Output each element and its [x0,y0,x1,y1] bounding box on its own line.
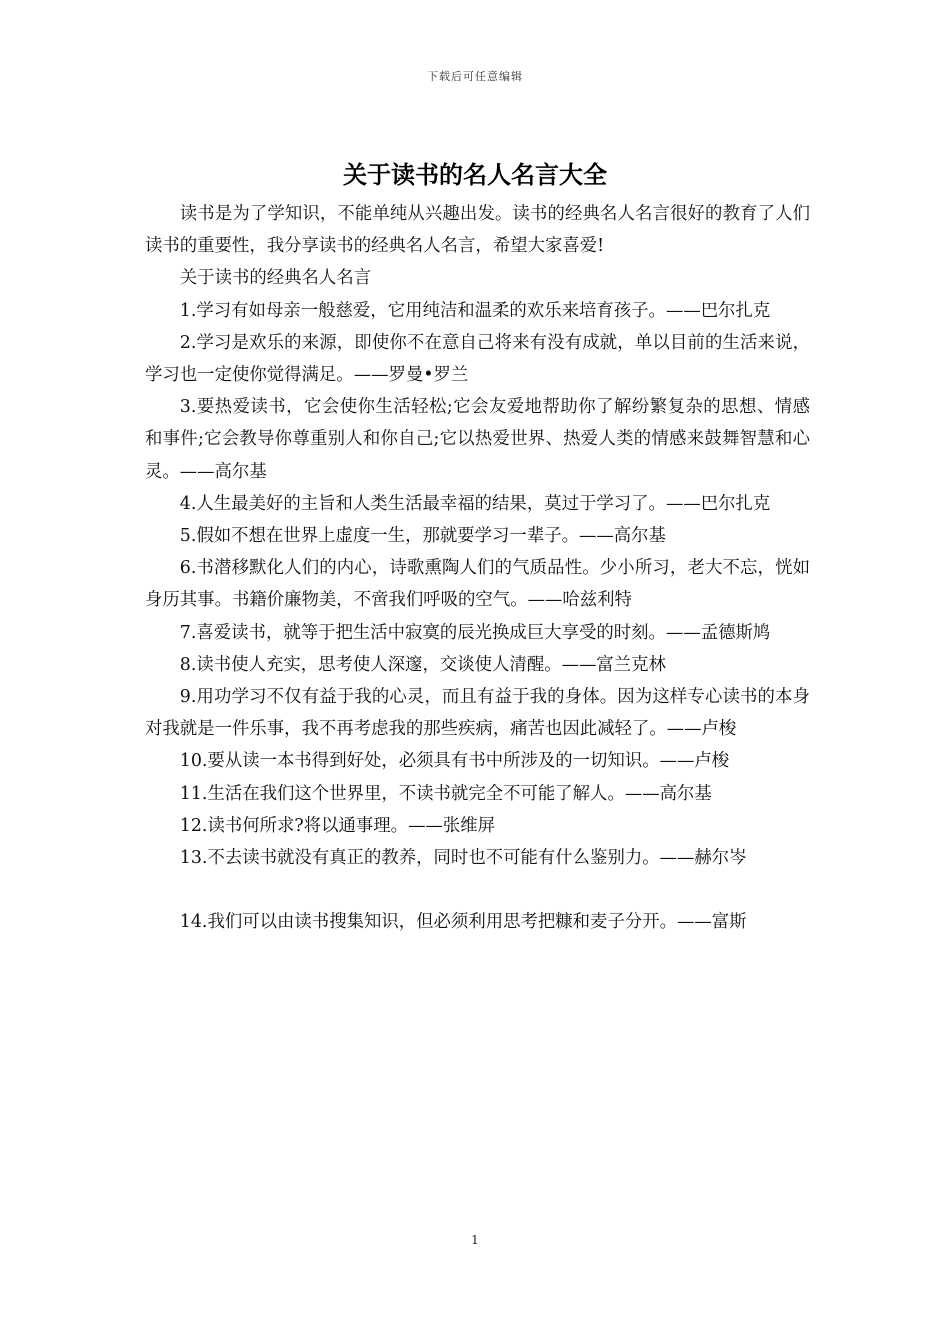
quote-item: 10.要从读一本书得到好处，必须具有书中所涉及的一切知识。——卢梭 [179,751,730,772]
quote-item: 2.学习是欢乐的来源，即使你不在意自己将来有没有成就，单以目前的生活来说，学习也一定使你觉得满足。——罗曼•罗兰 [145,332,810,386]
quote-item: 11.生活在我们这个世界里，不读书就完全不可能了解人。——高尔基 [179,783,712,804]
quote-item: 1.学习有如母亲一般慈爱，它用纯洁和温柔的欢乐来培育孩子。——巴尔扎克 [179,300,771,321]
quote-item: 8.读书使人充实，思考使人深邃，交谈使人清醒。——富兰克林 [179,654,666,675]
section-heading: 关于读书的经典名人名言 [179,268,372,289]
quote-item: 3.要热爱读书，它会使你生活轻松;它会友爱地帮助你了解纷繁复杂的思想、情感和事件;它会教导你尊重别人和你自己;它以热爱世界、热爱人类的情感来鼓舞智慧和心灵。——高尔基 [145,397,810,482]
quote-item: 7.喜爱读书，就等于把生活中寂寞的辰光换成巨大享受的时刻。——孟德斯鸠 [179,622,771,643]
blank-line [145,874,810,906]
quote-item: 6.书潜移默化人们的内心，诗歌熏陶人们的气质品性。少小所习，老大不忘，恍如身历其事。书籍价廉物美，不啻我们呼吸的空气。——哈兹利特 [145,558,810,611]
page-title: 关于读书的名人名言大全 [343,160,607,189]
quote-item: 9.用功学习不仅有益于我的心灵，而且有益于我的身体。因为这样专心读书的本身对我就是一件乐事，我不再考虑我的那些疾病，痛苦也因此减轻了。——卢梭 [145,687,810,740]
intro-paragraph: 读书是为了学知识，不能单纯从兴趣出发。读书的经典名人名言很好的教育了人们读书的重要性，我分享读书的经典名人名言，希望大家喜爱! [145,204,810,257]
page-header-note: 下载后可任意编辑 [427,70,523,83]
quote-item: 12.读书何所求?将以通事理。——张维屏 [179,815,496,836]
quote-item: 5.假如不想在世界上虚度一生，那就要学习一辈子。——高尔基 [179,526,666,547]
quote-item: 4.人生最美好的主旨和人类生活最幸福的结果，莫过于学习了。——巴尔扎克 [179,493,771,514]
page-number: 1 [471,1233,479,1247]
quote-item: 13.不去读书就没有真正的教养，同时也不可能有什么鉴别力。——赫尔岑 [179,848,747,869]
document-body [145,198,810,939]
quote-item: 14.我们可以由读书搜集知识，但必须利用思考把糠和麦子分开。——富斯 [179,912,747,933]
